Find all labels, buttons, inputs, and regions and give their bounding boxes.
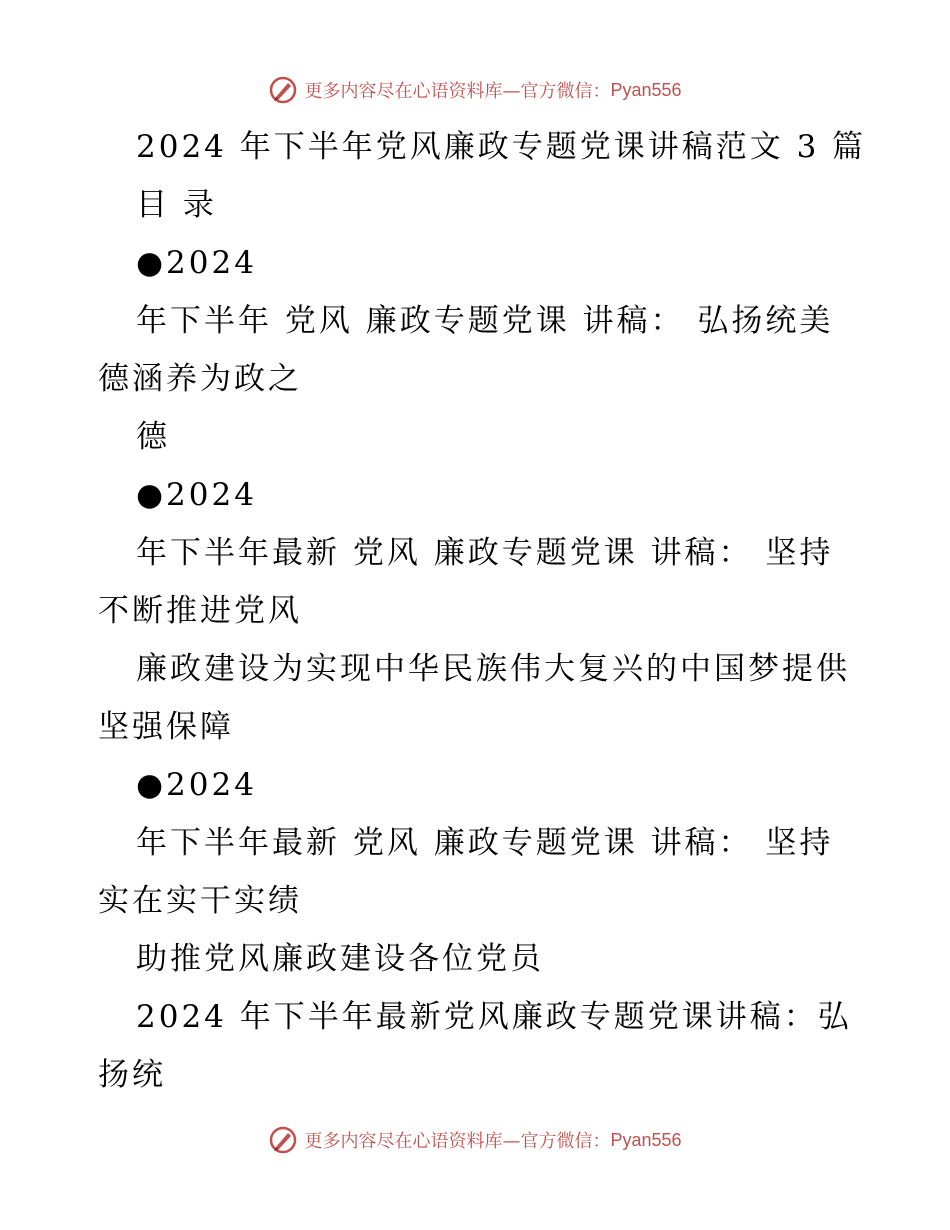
- toc-entry-2-line-4: 坚强保障: [98, 709, 234, 745]
- toc-entry-1-line-1: 年下半年 党风 廉政专题党课 讲稿： 弘扬统美: [136, 303, 834, 339]
- toc-entry-3-line-2: 实在实干实绩: [98, 883, 302, 919]
- watermark-text: 更多内容尽在心语资料库—官方微信：: [304, 81, 611, 102]
- toc-entry-2-line-2: 不断推进党风: [98, 593, 302, 629]
- toc-heading: 目 录: [136, 187, 217, 223]
- watermark-wechat-id: Pyan556: [610, 1129, 682, 1150]
- body-heading-line-2: 扬统: [98, 1057, 166, 1093]
- watermark-wechat-id: Pyan556: [610, 79, 682, 100]
- document-title: 2024 年下半年党风廉政专题党课讲稿范文 3 篇: [136, 129, 867, 165]
- header-watermark: [0, 70, 950, 110]
- toc-entry-2-line-1: 年下半年最新 党风 廉政专题党课 讲稿： 坚持: [136, 535, 834, 571]
- quill-pen-seal-icon: [268, 75, 298, 105]
- toc-entry-1-line-3: 德: [136, 419, 170, 455]
- toc-bullet-2: ●2024: [136, 477, 257, 513]
- footer-watermark: [0, 1120, 950, 1160]
- toc-entry-3-line-3: 助推党风廉政建设各位党员: [136, 941, 544, 977]
- toc-bullet-1: ●2024: [136, 245, 257, 281]
- toc-entry-1-line-2: 德涵养为政之: [98, 361, 302, 397]
- toc-bullet-3: ●2024: [136, 767, 257, 803]
- toc-entry-3-line-1: 年下半年最新 党风 廉政专题党课 讲稿： 坚持: [136, 825, 834, 861]
- toc-entry-2-line-3: 廉政建设为实现中华民族伟大复兴的中国梦提供: [136, 651, 850, 687]
- body-heading-line-1: 2024 年下半年最新党风廉政专题党课讲稿：弘: [136, 999, 852, 1035]
- watermark-text: 更多内容尽在心语资料库—官方微信：: [304, 1131, 611, 1152]
- quill-pen-seal-icon: [268, 1125, 298, 1155]
